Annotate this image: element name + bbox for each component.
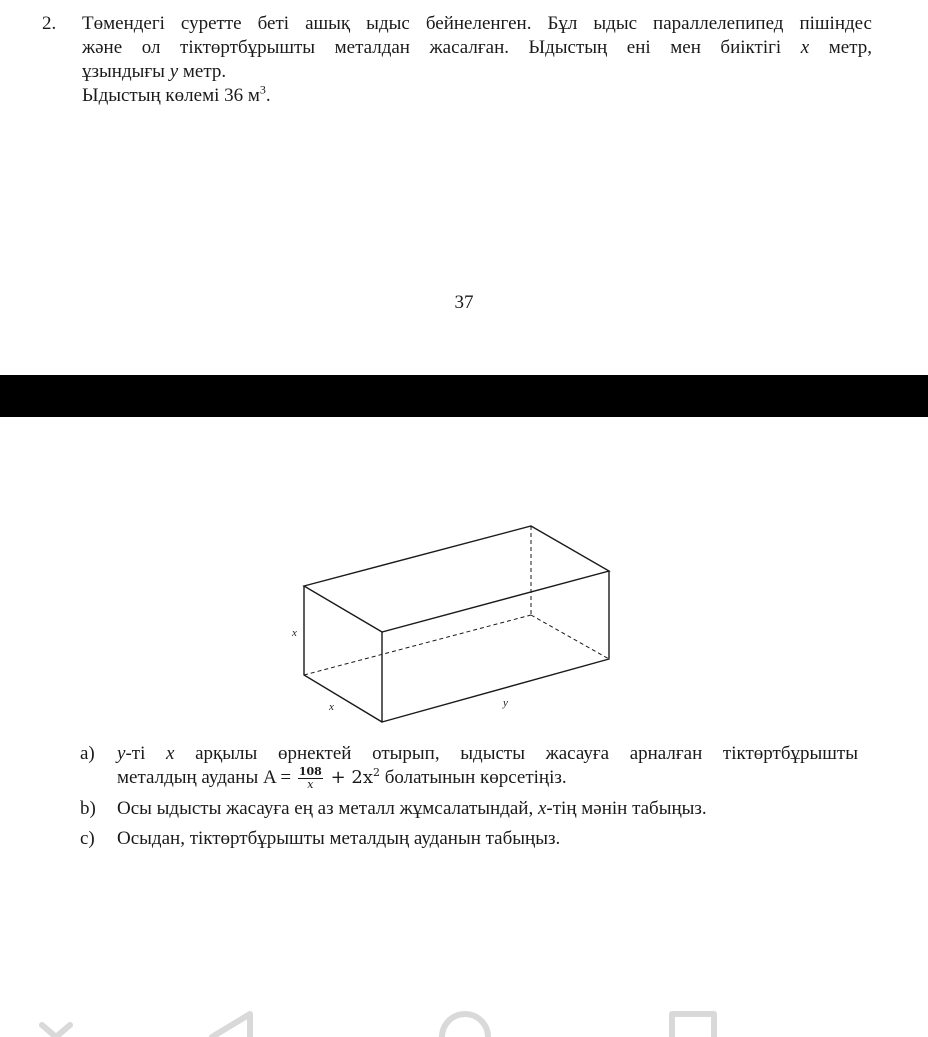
- question-b: [80, 797, 858, 821]
- nav-icons: [0, 990, 928, 1037]
- question-a-line-1: y-ті x арқылы өрнектей отырып, ыдысты жасауға арналған тіктөртбұрышты: [117, 743, 858, 764]
- home-circle-icon[interactable]: [442, 1014, 488, 1037]
- label-width-x: x: [329, 701, 334, 713]
- label-height-x: x: [292, 627, 297, 639]
- hidden-edge-bottom-back: [304, 615, 531, 675]
- square-recents-icon[interactable]: [672, 1014, 714, 1037]
- question-c-text: Осыдан, тіктөртбұрышты металдың ауданын табыңыз.: [117, 828, 561, 850]
- box-figure: [286, 518, 616, 728]
- problem-statement: [42, 12, 872, 108]
- label-length-y: y: [503, 697, 508, 709]
- question-a-line-2: металдың ауданы A = $\frac{108}{x}$ + $2x^2$ болатынын көрсетіңіз.: [117, 765, 567, 792]
- problem-body: [82, 12, 872, 108]
- system-navigation-bar: [0, 990, 928, 1037]
- open-box-diagram: [286, 518, 616, 728]
- box-top-rim: [304, 526, 609, 632]
- problem-line-2: және ол тіктөртбұрышты металдан жасалған. Ыдыстың ені мен биіктігі x метр,: [82, 37, 872, 58]
- variable-y: y: [169, 61, 179, 82]
- question-a: [80, 742, 858, 791]
- problem-volume-line: Ыдыстың көлемі 36 $м^3$.: [82, 82, 271, 106]
- triangle-icon[interactable]: [212, 1014, 250, 1037]
- hidden-edge-bottom-right: [531, 615, 609, 659]
- page-separator-band: [0, 375, 928, 417]
- box-left-face: [304, 586, 382, 722]
- variable-x: x: [800, 37, 810, 58]
- question-b-text: Осы ыдысты жасауға ең аз металл жұмсалатындай, x-тің мәнін табыңыз.: [117, 798, 707, 820]
- question-b-mark: b): [80, 798, 96, 820]
- page-number: 37: [454, 292, 474, 313]
- questions-list: [80, 742, 858, 857]
- problem-number: 2.: [42, 13, 57, 34]
- question-a-mark: a): [80, 743, 95, 764]
- fraction-108-over-x: $\frac{108}{x}$: [298, 765, 322, 792]
- problem-line-1: Төмендегі суретте беті ашық ыдыс бейнеленген. Бұл ыдыс параллелепипед пішіндес: [82, 13, 872, 34]
- question-c-mark: c): [80, 828, 95, 850]
- question-c: [80, 827, 858, 851]
- back-icon[interactable]: [42, 1025, 70, 1037]
- box-front-face: [382, 571, 609, 722]
- problem-line-3: ұзындығы y метр.: [82, 61, 227, 82]
